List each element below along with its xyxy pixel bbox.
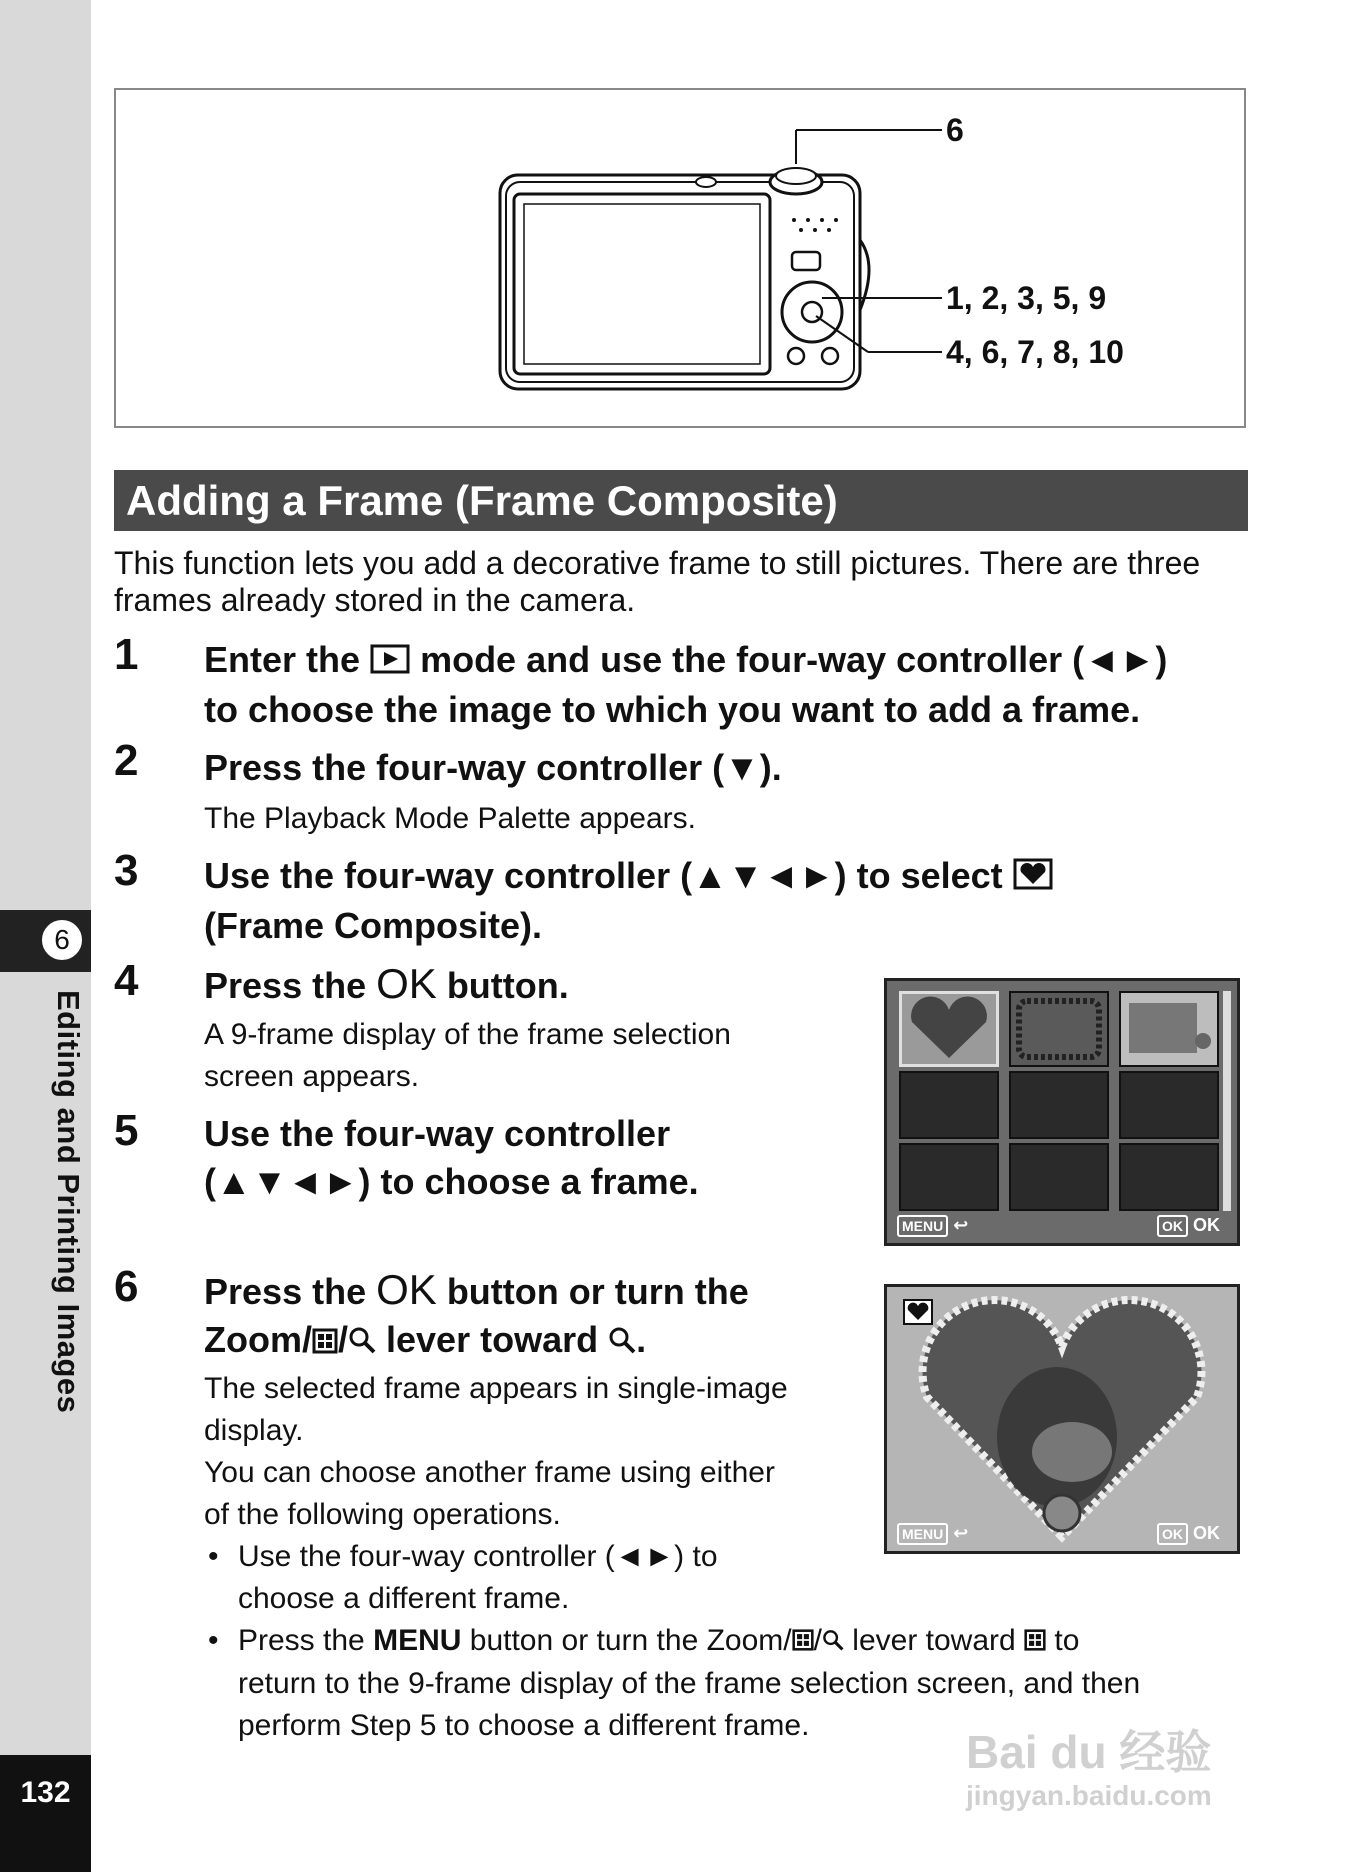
- single-image-screen: [884, 1284, 1240, 1554]
- step-6-heading-e: lever toward: [386, 1319, 599, 1360]
- frame-thumb-empty: [1119, 1071, 1219, 1139]
- callout-shutter: 6: [946, 112, 964, 148]
- step-6-heading: Press the OK button or turn the Zoom/ / lever toward .: [204, 1266, 884, 1366]
- callout-controller-arrows: 1, 2, 3, 5, 9: [946, 280, 1107, 316]
- watermark-brand: Bai du 经验: [966, 1726, 1212, 1778]
- menu-label: MENU: [373, 1624, 462, 1657]
- frame-composite-icon: [1013, 854, 1053, 902]
- step-3-number: 3: [114, 846, 139, 895]
- frame-composite-icon: [903, 1299, 933, 1325]
- step-6-body-3: You can choose another frame using either: [204, 1456, 775, 1489]
- step-5-heading-1: Use the four-way controller: [204, 1113, 671, 1154]
- frame-thumb-bear: [1119, 991, 1219, 1067]
- thumbnail-grid-icon: [312, 1318, 338, 1366]
- ok-key: OK: [1157, 1523, 1188, 1545]
- ok-label: OK: [376, 960, 437, 1007]
- bullet-2-line-e: to: [1054, 1624, 1080, 1657]
- step-4-body: [204, 1014, 864, 1098]
- callout-ok-button: 4, 6, 7, 8, 10: [946, 334, 1124, 370]
- ok-text: OK: [1193, 1523, 1221, 1543]
- ok-confirm-label: [1157, 1523, 1220, 1545]
- bullet-dot: •: [208, 1540, 219, 1573]
- page-number: 132: [20, 1776, 71, 1809]
- menu-back-label: [897, 1215, 968, 1237]
- frame-thumb-empty: [1009, 1071, 1109, 1139]
- section-title: Adding a Frame (Frame Composite): [126, 477, 838, 524]
- chapter-number: 6: [40, 918, 84, 962]
- chapter-title: Editing and Printing Images: [51, 990, 86, 1414]
- step-2-number: 2: [114, 736, 139, 785]
- back-arrow-icon: ↩: [953, 1215, 969, 1235]
- step-4-body-2: screen appears.: [204, 1060, 420, 1093]
- step-4-heading: [204, 960, 569, 1010]
- frame-thumb-flowers: [1009, 991, 1109, 1067]
- frame-thumb-empty: [1119, 1143, 1219, 1211]
- bullet-2-line-b: button or turn the Zoom/: [469, 1624, 792, 1657]
- step-1-heading-c: to choose the image to which you want to add a frame.: [204, 689, 1141, 731]
- bullet-2-line-d: lever toward: [852, 1624, 1016, 1657]
- frame-thumb-empty: [899, 1143, 999, 1211]
- bullet-2-line-g: perform Step 5 to choose a different frame.: [238, 1709, 810, 1743]
- step-3-heading: [204, 852, 1264, 950]
- watermark-url: jingyan.baidu.com: [966, 1780, 1212, 1811]
- frame-thumb-empty: [1009, 1143, 1109, 1211]
- step-6-heading-d: /: [337, 1319, 348, 1360]
- step-1-number: 1: [114, 630, 139, 679]
- step-5-heading-2: (▲▼◄►) to choose a frame.: [204, 1161, 699, 1202]
- step-6-heading-b: button or turn the: [446, 1271, 749, 1312]
- ok-confirm-label: [1157, 1215, 1220, 1237]
- menu-key: MENU: [897, 1523, 948, 1545]
- heart-frame-photo: [887, 1287, 1237, 1551]
- camera-figure: [114, 88, 1246, 428]
- thumbnail-grid-icon: [1024, 1621, 1046, 1663]
- bullet-dot: •: [208, 1624, 219, 1657]
- bullet-2-slash: /: [813, 1624, 822, 1657]
- thumbnail-grid-icon: [792, 1621, 814, 1663]
- back-arrow-icon: ↩: [953, 1523, 969, 1543]
- step-3-heading-a: Use the four-way controller (▲▼◄►) to select: [204, 855, 1003, 896]
- step-1-heading-b: mode and use the four-way controller (◄►): [420, 639, 1168, 680]
- step-6-heading-a: Press the: [204, 1271, 367, 1312]
- zoom-icon: [822, 1621, 844, 1663]
- bullet-1-line-a: Use the four-way controller (◄►) to: [238, 1540, 718, 1573]
- step-6-body-4: of the following operations.: [204, 1498, 561, 1531]
- playback-icon: [370, 638, 410, 686]
- camera-illustration: [116, 90, 1244, 426]
- menu-key: MENU: [897, 1215, 948, 1237]
- frame-thumb-heart: [899, 991, 999, 1067]
- step-6-body-1: The selected frame appears in single-image: [204, 1372, 788, 1405]
- ok-label: OK: [376, 1266, 437, 1313]
- scrollbar: [1223, 991, 1231, 1211]
- step-4-heading-a: Press the: [204, 965, 367, 1006]
- step-2-heading: Press the four-way controller (▼).: [204, 747, 782, 788]
- bullet-2-line-a: Press the: [238, 1624, 365, 1657]
- frame-thumb-empty: [899, 1071, 999, 1139]
- page-number-box: [0, 1755, 91, 1872]
- step-3-heading-b: (Frame Composite).: [204, 905, 543, 947]
- bullet-1-line-b: choose a different frame.: [238, 1582, 570, 1615]
- step-1-heading-a: Enter the: [204, 639, 361, 680]
- bullet-2-line-f: return to the 9-frame display of the frame selection screen, and then: [238, 1667, 1141, 1701]
- intro-text: This function lets you add a decorative frame to still pictures. There are three frames already stored in the camera.: [114, 545, 1201, 618]
- step-6-body-2: display.: [204, 1414, 304, 1447]
- step-4-number: 4: [114, 956, 139, 1005]
- step-6-number: 6: [114, 1262, 139, 1311]
- zoom-icon: [608, 1318, 636, 1366]
- menu-back-label: [897, 1523, 968, 1545]
- ok-key: OK: [1157, 1215, 1188, 1237]
- step-6-heading-c: Zoom/: [204, 1319, 312, 1360]
- zoom-icon: [348, 1318, 376, 1366]
- step-4-heading-b: button.: [446, 965, 569, 1006]
- frame-selection-screen: [884, 978, 1240, 1246]
- step-4-body-1: A 9-frame display of the frame selection: [204, 1018, 731, 1051]
- step-5-number: 5: [114, 1106, 139, 1155]
- step-2-body: The Playback Mode Palette appears.: [204, 802, 696, 835]
- step-1-heading: [204, 636, 1264, 734]
- step-5-heading: [204, 1110, 864, 1206]
- step-6-body: [204, 1368, 884, 1536]
- ok-text: OK: [1193, 1215, 1221, 1235]
